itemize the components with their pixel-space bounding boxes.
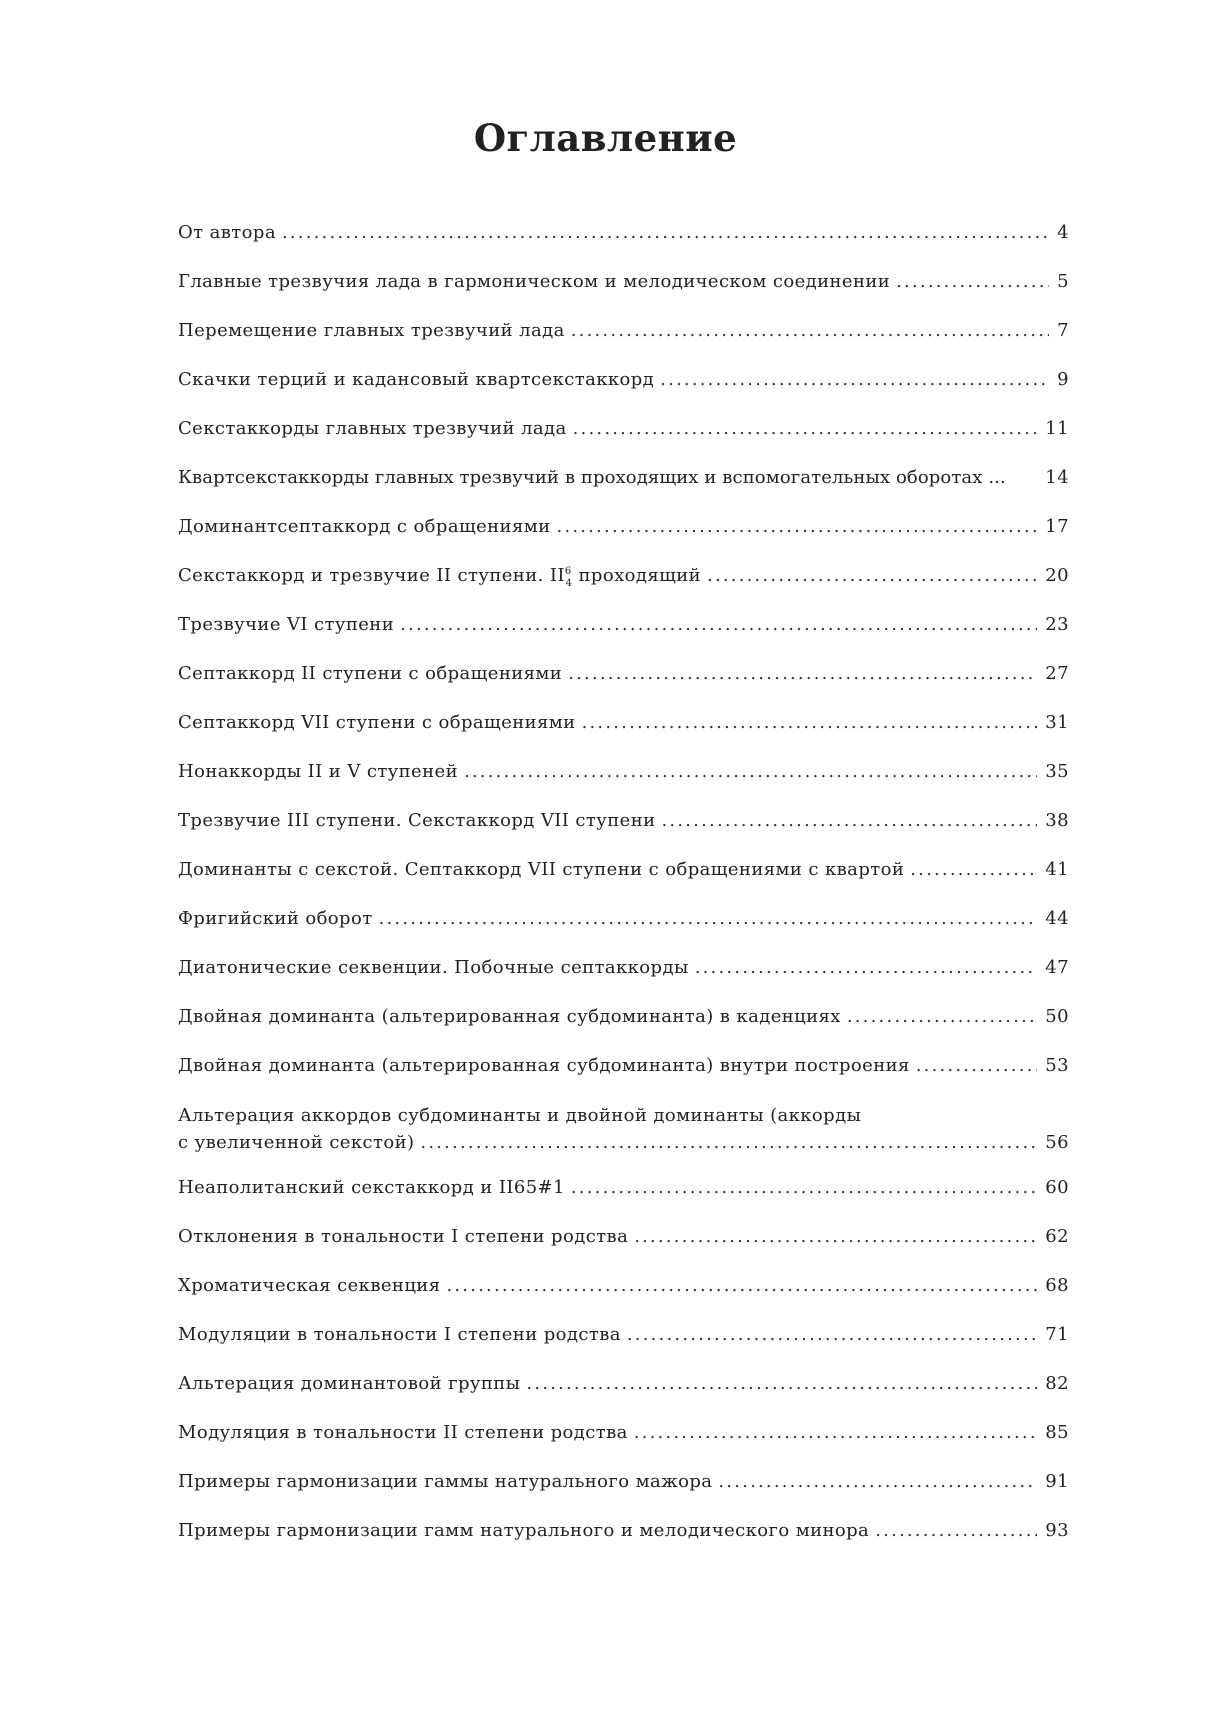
toc-entry[interactable] bbox=[178, 612, 1069, 661]
dot-leader bbox=[634, 1224, 1037, 1250]
toc-entry-page: 17 bbox=[1045, 516, 1069, 537]
toc-entry[interactable] bbox=[178, 269, 1069, 318]
toc-entry[interactable] bbox=[178, 1420, 1069, 1469]
toc-entry[interactable] bbox=[178, 563, 1069, 612]
toc-entry-page: 7 bbox=[1057, 320, 1069, 341]
dot-leader bbox=[662, 808, 1038, 834]
dot-leader bbox=[847, 1004, 1037, 1030]
dot-leader bbox=[379, 906, 1038, 932]
toc-entry[interactable] bbox=[178, 514, 1069, 563]
toc-entry[interactable] bbox=[178, 318, 1069, 367]
dot-leader bbox=[582, 710, 1038, 736]
toc-entry[interactable] bbox=[178, 1469, 1069, 1518]
toc-entry-title: Квартсекстаккорды главных трезвучий в проходящих и вспомогательных оборотах ... bbox=[178, 467, 1006, 488]
dot-leader bbox=[718, 1469, 1037, 1495]
toc-entry-title: Нонаккорды II и V ступеней bbox=[178, 761, 458, 782]
dot-leader bbox=[627, 1322, 1037, 1348]
toc-entry[interactable] bbox=[178, 367, 1069, 416]
toc-entry-page: 27 bbox=[1045, 663, 1069, 684]
dot-leader bbox=[571, 1175, 1037, 1201]
toc-entry[interactable] bbox=[178, 1053, 1069, 1102]
toc-entry-title: Трезвучие III ступени. Секстаккорд VII ступени bbox=[178, 810, 656, 831]
toc-entry-page: 47 bbox=[1045, 957, 1069, 978]
toc-entry-page: 62 bbox=[1045, 1226, 1069, 1247]
toc-entry[interactable] bbox=[178, 1224, 1069, 1273]
toc-entry[interactable] bbox=[178, 857, 1069, 906]
toc-entry[interactable] bbox=[178, 465, 1069, 514]
toc-entry-title: Неаполитанский секстаккорд и II65#1 bbox=[178, 1177, 565, 1198]
dot-leader bbox=[400, 612, 1037, 638]
toc-entry-page: 35 bbox=[1045, 761, 1069, 782]
toc-entry[interactable] bbox=[178, 1518, 1069, 1567]
toc-entry-page: 38 bbox=[1045, 810, 1069, 831]
toc-entry-title: Двойная доминанта (альтерированная субдоминанта) в каденциях bbox=[178, 1006, 841, 1027]
toc-entry-title bbox=[178, 563, 707, 589]
table-of-contents bbox=[178, 220, 1069, 1567]
toc-entry-title: Двойная доминанта (альтерированная субдоминанта) внутри построения bbox=[178, 1055, 910, 1076]
dot-leader bbox=[446, 1273, 1037, 1299]
toc-entry[interactable] bbox=[178, 1322, 1069, 1371]
toc-entry-page: 56 bbox=[1045, 1132, 1069, 1153]
toc-entry-title-prefix: Секстаккорд и трезвучие II ступени. II bbox=[178, 565, 565, 586]
toc-entry-title: Альтерация доминантовой группы bbox=[178, 1373, 521, 1394]
toc-entry-page: 60 bbox=[1045, 1177, 1069, 1198]
toc-entry[interactable] bbox=[178, 1102, 1069, 1175]
toc-entry[interactable] bbox=[178, 661, 1069, 710]
toc-entry[interactable] bbox=[178, 1175, 1069, 1224]
dot-leader bbox=[568, 661, 1037, 687]
toc-entry-page: 71 bbox=[1045, 1324, 1069, 1345]
toc-entry[interactable] bbox=[178, 759, 1069, 808]
dot-leader bbox=[282, 220, 1049, 246]
toc-entry-title: Фригийский оборот bbox=[178, 908, 373, 929]
dot-leader bbox=[896, 269, 1049, 295]
toc-entry-line2 bbox=[178, 1129, 1069, 1156]
toc-entry-page: 9 bbox=[1057, 369, 1069, 390]
dot-leader bbox=[695, 955, 1038, 981]
toc-entry-page: 68 bbox=[1045, 1275, 1069, 1296]
toc-entry-page: 50 bbox=[1045, 1006, 1069, 1027]
toc-entry-title: Главные трезвучия лада в гармоническом и мелодическом соединении bbox=[178, 271, 891, 292]
dot-leader bbox=[573, 416, 1038, 442]
toc-entry-title: Примеры гармонизации гамм натурального и мелодического минора bbox=[178, 1520, 870, 1541]
toc-entry-title: Доминанты с секстой. Септаккорд VII ступени с обращениями с квартой bbox=[178, 859, 905, 880]
toc-entry-page: 31 bbox=[1045, 712, 1069, 733]
toc-entry-title: Модуляция в тональности II степени родства bbox=[178, 1422, 628, 1443]
dot-leader bbox=[707, 563, 1037, 589]
toc-entry-page: 44 bbox=[1045, 908, 1069, 929]
toc-entry-title: Диатонические секвенции. Побочные септаккорды bbox=[178, 957, 689, 978]
toc-entry-page: 91 bbox=[1045, 1471, 1069, 1492]
toc-entry-title-line1: Альтерация аккордов субдоминанты и двойной доминанты (аккорды bbox=[178, 1105, 862, 1126]
toc-entry-title: Доминантсептаккорд с обращениями bbox=[178, 516, 551, 537]
toc-entry-title: Модуляции в тональности I степени родства bbox=[178, 1324, 621, 1345]
toc-entry[interactable] bbox=[178, 220, 1069, 269]
dot-leader bbox=[634, 1420, 1038, 1446]
toc-entry[interactable] bbox=[178, 416, 1069, 465]
toc-entry-title: Септаккорд VII ступени с обращениями bbox=[178, 712, 576, 733]
dot-leader bbox=[910, 857, 1037, 883]
toc-entry-page: 53 bbox=[1045, 1055, 1069, 1076]
toc-entry-page: 14 bbox=[1045, 467, 1069, 488]
toc-entry-title: Секстаккорды главных трезвучий лада bbox=[178, 418, 567, 439]
toc-entry-title: Скачки терций и кадансовый квартсекстаккорд bbox=[178, 369, 655, 390]
toc-entry[interactable] bbox=[178, 955, 1069, 1004]
toc-entry[interactable] bbox=[178, 1273, 1069, 1322]
toc-entry-title: От автора bbox=[178, 222, 276, 243]
toc-entry-page: 23 bbox=[1045, 614, 1069, 635]
toc-entry-page: 85 bbox=[1045, 1422, 1069, 1443]
toc-entry-page: 82 bbox=[1045, 1373, 1069, 1394]
toc-entry-title: Септаккорд II ступени с обращениями bbox=[178, 663, 563, 684]
toc-entry[interactable] bbox=[178, 906, 1069, 955]
toc-entry-title: Трезвучие VI ступени bbox=[178, 614, 395, 635]
dot-leader bbox=[916, 1053, 1038, 1079]
toc-entry[interactable] bbox=[178, 1004, 1069, 1053]
dot-leader bbox=[660, 367, 1049, 393]
dot-leader bbox=[464, 759, 1037, 785]
toc-entry-title: Хроматическая секвенция bbox=[178, 1275, 441, 1296]
toc-entry[interactable] bbox=[178, 1371, 1069, 1420]
toc-entry-title-line2: с увеличенной секстой) bbox=[178, 1132, 415, 1153]
toc-entry-page: 5 bbox=[1057, 271, 1069, 292]
toc-entry-page: 4 bbox=[1057, 222, 1069, 243]
toc-entry-title: Отклонения в тональности I степени родства bbox=[178, 1226, 629, 1247]
chord-subscript: 4 bbox=[565, 577, 573, 589]
dot-leader bbox=[526, 1371, 1037, 1397]
toc-entry-page: 93 bbox=[1045, 1520, 1069, 1541]
toc-entry-page: 20 bbox=[1045, 565, 1069, 586]
toc-entry-title: Примеры гармонизации гаммы натурального мажора bbox=[178, 1471, 713, 1492]
dot-leader bbox=[557, 514, 1038, 540]
toc-entry-page: 41 bbox=[1045, 859, 1069, 880]
dot-leader bbox=[571, 318, 1049, 344]
toc-entry-page: 11 bbox=[1045, 418, 1069, 439]
chord-superscript: 6 bbox=[564, 566, 572, 577]
dot-leader bbox=[420, 1129, 1037, 1156]
toc-entry[interactable] bbox=[178, 808, 1069, 857]
toc-entry[interactable] bbox=[178, 710, 1069, 759]
toc-entry-title: Перемещение главных трезвучий лада bbox=[178, 320, 565, 341]
dot-leader bbox=[875, 1518, 1037, 1544]
toc-entry-title-suffix: проходящий bbox=[572, 565, 702, 586]
page-title: Оглавление bbox=[473, 116, 738, 160]
